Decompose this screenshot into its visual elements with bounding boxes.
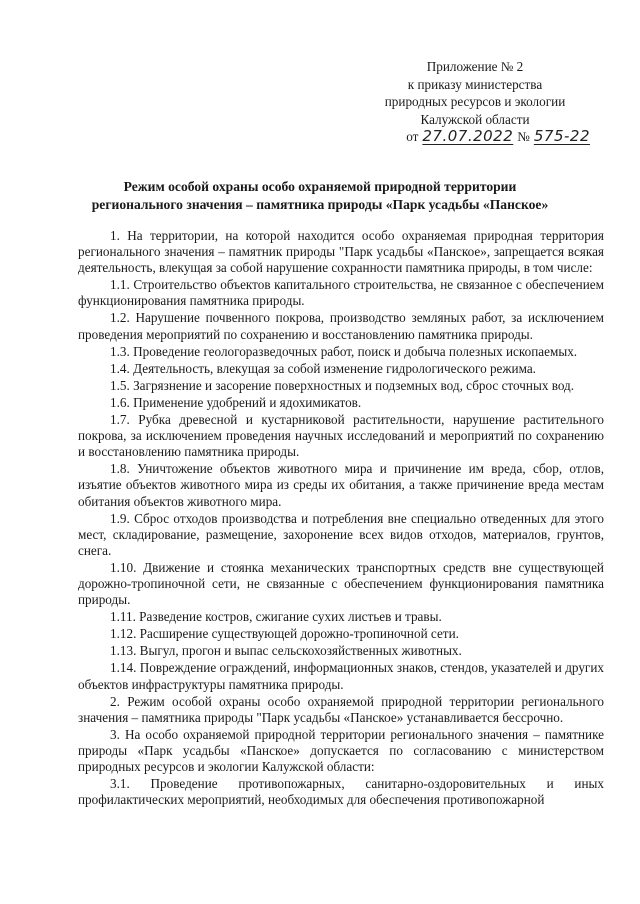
paragraph-3-1: 3.1. Проведение противопожарных, санитарно-оздоровительных и иных профилактических мероприятий, необходимых для обеспечения противопожарной	[78, 776, 604, 808]
date-prefix: от	[406, 129, 419, 144]
paragraph-1-11: 1.11. Разведение костров, сжигание сухих листьев и травы.	[110, 609, 442, 625]
paragraph-1-1: 1.1. Строительство объектов капитального строительства, не связанное с обеспечением функционирования памятника природы.	[78, 277, 604, 309]
paragraph-1-14: 1.14. Повреждение ограждений, информационных знаков, стендов, указателей и других объектов инфраструктуры памятника природы.	[78, 660, 604, 692]
title-line-1: Режим особой охраны особо охраняемой природной территории	[123, 179, 517, 194]
appendix-date-number-row	[360, 128, 590, 146]
document-body	[78, 228, 604, 809]
paragraph-1-7: 1.7. Рубка древесной и кустарниковой растительности, нарушение растительного покрова, за исключением проведения научных исследований и мероприятий по сохранению и восстановлению памятника природы.	[78, 412, 604, 460]
appendix-number: Приложение № 2	[426, 59, 524, 74]
document-title	[70, 178, 570, 213]
paragraph-2: 2. Режим особой охраны особо охраняемой природной территории регионального значения – памятника природы "Парк усадьбы «Панское» устанавливается бессрочно.	[78, 693, 604, 725]
number-prefix: №	[517, 129, 530, 144]
appendix-order-ref: к приказу министерства	[407, 76, 543, 92]
paragraph-1-4: 1.4. Деятельность, влекущая за собой изменение гидрологического режима.	[110, 360, 536, 376]
appendix-region: Калужской области	[420, 111, 530, 127]
paragraph-1-9: 1.9. Сброс отходов производства и потребления вне специально отведенных для этого мест, складирование, размещение, захоронение всех видов отходов, материалов, грунтов, снега.	[78, 510, 604, 558]
paragraph-1-8: 1.8. Уничтожение объектов животного мира и причинение им вреда, сбор, отлов, изъятие объектов животного мира из среды их обитания, а также причинение вреда местам обитания объектов животного мира.	[78, 461, 604, 509]
paragraph-1-10: 1.10. Движение и стоянка механических транспортных средств вне существующей дорожно-тропиночной сети, не связанные с обеспечением функционирования памятника природы.	[78, 559, 604, 608]
paragraph-1-6: 1.6. Применение удобрений и ядохимикатов.	[110, 394, 362, 410]
appendix-ministry: природных ресурсов и экологии	[384, 94, 566, 109]
paragraph-3: 3. На особо охраняемой природной территории регионального значения – памятнике природы «Парк усадьбы «Панское» допускается по согласованию с министерством природных ресурсов и экологии Калужской области:	[78, 726, 604, 774]
paragraph-1-3: 1.3. Проведение геологоразведочных работ, поиск и добыча полезных ископаемых.	[110, 343, 578, 359]
handwritten-date: 27.07.2022	[422, 127, 514, 145]
title-line-2: регионального значения – памятника природы «Парк усадьбы «Панское»	[91, 196, 549, 212]
paragraph-1-12: 1.12. Расширение существующей дорожно-тропиночной сети.	[110, 626, 459, 642]
handwritten-order-number: 575-22	[533, 127, 590, 145]
paragraph-1-5: 1.5. Загрязнение и засорение поверхностных и подземных вод, сброс сточных вод.	[110, 377, 575, 393]
appendix-header	[360, 58, 590, 146]
paragraph-1-2: 1.2. Нарушение почвенного покрова, производство земляных работ, за исключением проведения мероприятий по сохранению и восстановлению памятника природы.	[78, 310, 604, 342]
paragraph-1-13: 1.13. Выгул, прогон и выпас сельскохозяйственных животных.	[110, 643, 462, 659]
paragraph-1: 1. На территории, на которой находится особо охраняемая природная территория регионального значения – памятник природы "Парк усадьбы «Панское», запрещается всякая деятельность, влекущая за собой нарушение сохранности памятника природы, в том числе:	[78, 228, 604, 276]
